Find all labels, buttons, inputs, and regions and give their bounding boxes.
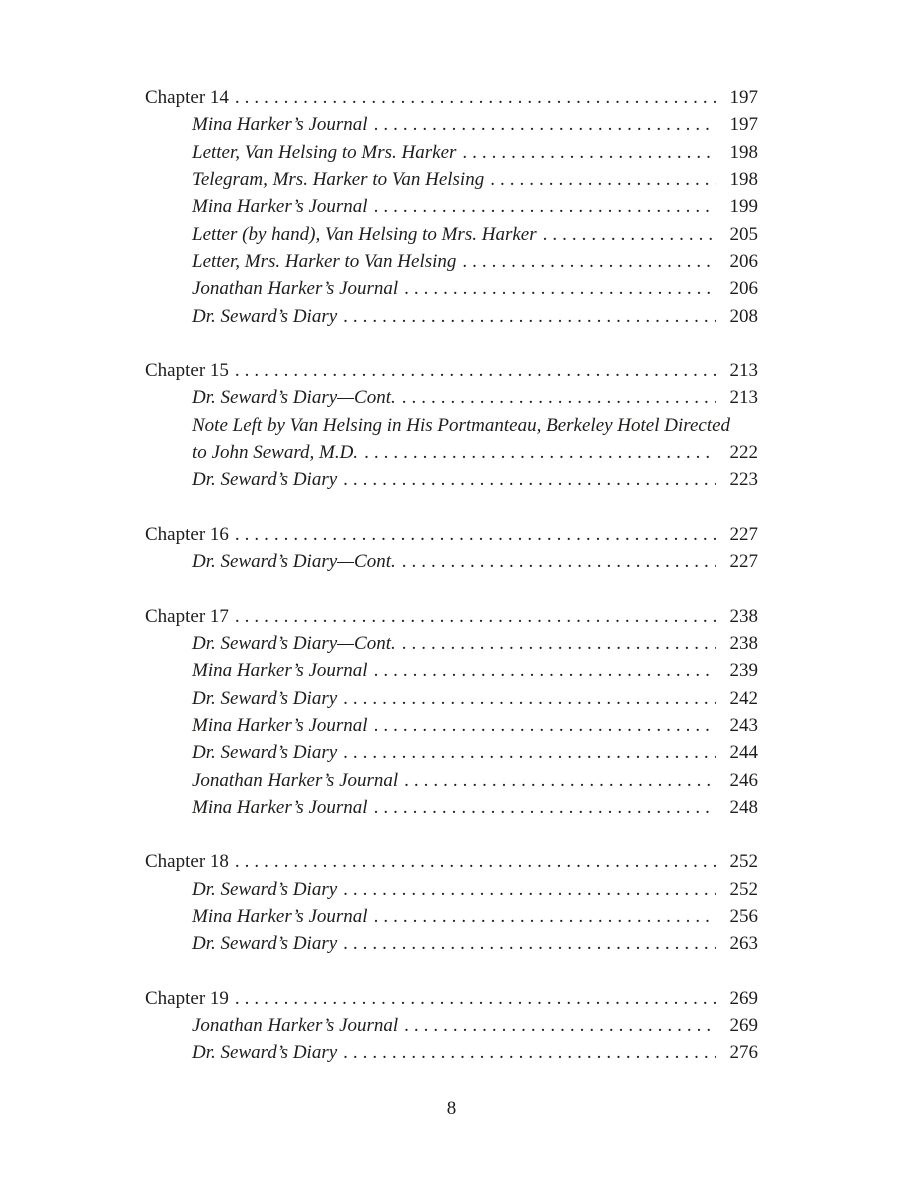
toc-entry-row <box>145 685 758 712</box>
toc-entry-label: to John Seward, M.D. <box>192 442 359 464</box>
toc-entry-row <box>145 275 758 302</box>
toc-page-number: 239 <box>729 660 758 682</box>
dot-leader <box>374 657 716 684</box>
toc-page-number: 227 <box>729 523 758 545</box>
toc-page-number: 244 <box>729 742 758 764</box>
toc-entry-label: Note Left by Van Helsing in His Portmanteau, Berkeley Hotel Directed <box>192 414 731 436</box>
toc-page-number: 246 <box>729 769 758 791</box>
toc-chapter-row <box>145 848 758 875</box>
toc-entry-row <box>145 739 758 766</box>
toc-page-number: 199 <box>729 196 758 218</box>
toc-page-number: 256 <box>729 905 758 927</box>
dot-leader <box>235 521 716 548</box>
toc-entry-label: Dr. Seward’s Diary—Cont. <box>192 632 396 654</box>
toc-page-number: 222 <box>729 442 758 464</box>
chapter-block <box>145 521 758 576</box>
dot-leader <box>490 166 716 193</box>
toc-page-number: 206 <box>729 251 758 273</box>
toc-entry-label: Jonathan Harker’s Journal <box>192 278 399 300</box>
toc-entry-row <box>145 657 758 684</box>
dot-leader <box>235 848 716 875</box>
toc-page-number: 198 <box>729 141 758 163</box>
dot-leader <box>374 712 716 739</box>
toc-entry-label: Jonathan Harker’s Journal <box>192 1014 399 1036</box>
toc-page-number: 205 <box>729 223 758 245</box>
dot-leader <box>343 466 716 493</box>
toc-entry-label: Jonathan Harker’s Journal <box>192 769 399 791</box>
toc-page-number: 197 <box>729 87 758 108</box>
toc-page-number: 248 <box>729 796 758 818</box>
toc-entry-label: Letter (by hand), Van Helsing to Mrs. Harker <box>192 223 537 245</box>
dot-leader <box>235 357 716 384</box>
toc-entry-label: Telegram, Mrs. Harker to Van Helsing <box>192 169 485 191</box>
toc-entry-row <box>145 166 758 193</box>
toc-page-number: 223 <box>729 469 758 491</box>
toc-chapter-label: Chapter 16 <box>145 523 229 545</box>
folio-page-number: 8 <box>446 1097 457 1119</box>
toc-entry-label: Letter, Mrs. Harker to Van Helsing <box>192 251 457 273</box>
toc-page-number: 198 <box>729 169 758 191</box>
toc-entry-label: Mina Harker’s Journal <box>192 714 368 736</box>
toc-entry-row <box>145 876 758 903</box>
toc <box>145 84 758 1067</box>
toc-chapter-row <box>145 357 758 384</box>
toc-entry-row <box>145 794 758 821</box>
toc-entry-row <box>145 630 758 657</box>
dot-leader <box>343 739 716 766</box>
chapter-block <box>145 985 758 1067</box>
toc-entry-row <box>145 548 758 575</box>
dot-leader <box>235 603 716 630</box>
dot-leader <box>404 275 716 302</box>
toc-entry-row <box>145 412 758 439</box>
toc-page-number: 242 <box>729 687 758 709</box>
toc-entry-label: Dr. Seward’s Diary <box>192 742 338 764</box>
toc-page-number: 213 <box>729 360 758 382</box>
toc-chapter-label: Chapter 17 <box>145 605 229 627</box>
toc-chapter-label: Chapter 15 <box>145 360 229 382</box>
toc-page-number: 269 <box>729 1014 758 1036</box>
toc-page-number: 206 <box>729 278 758 300</box>
toc-chapter-row <box>145 985 758 1012</box>
toc-page-number: 269 <box>729 987 758 1009</box>
toc-entry-row <box>145 712 758 739</box>
dot-leader <box>374 794 716 821</box>
dot-leader <box>404 767 716 794</box>
toc-entry-label: Mina Harker’s Journal <box>192 196 368 218</box>
toc-entry-label: Dr. Seward’s Diary—Cont. <box>192 551 396 573</box>
dot-leader <box>543 221 716 248</box>
toc-entry-label: Mina Harker’s Journal <box>192 114 368 136</box>
toc-entry-label: Mina Harker’s Journal <box>192 660 368 682</box>
toc-entry-row <box>145 193 758 220</box>
toc-entry-row <box>145 221 758 248</box>
toc-entry-row <box>145 384 758 411</box>
toc-page-number: 252 <box>729 878 758 900</box>
page-footer <box>145 1098 758 1120</box>
toc-chapter-label: Chapter 19 <box>145 987 229 1009</box>
dot-leader <box>235 84 716 111</box>
chapter-block <box>145 84 758 330</box>
dot-leader <box>374 903 716 930</box>
toc-entry-row <box>145 930 758 957</box>
toc-entry-row <box>145 1012 758 1039</box>
toc-page-number: 208 <box>729 305 758 327</box>
toc-chapter-label: Chapter 14 <box>145 87 229 108</box>
toc-entry-row <box>145 303 758 330</box>
toc-page-number: 197 <box>729 114 758 136</box>
toc-entry-row <box>145 139 758 166</box>
chapter-block <box>145 603 758 822</box>
dot-leader <box>402 384 716 411</box>
toc-chapter-row <box>145 521 758 548</box>
dot-leader <box>364 439 716 466</box>
toc-entry-row <box>145 466 758 493</box>
toc-entry-label: Dr. Seward’s Diary <box>192 878 338 900</box>
toc-entry-row <box>145 903 758 930</box>
chapter-block <box>145 848 758 957</box>
toc-entry-label: Dr. Seward’s Diary <box>192 1042 338 1064</box>
toc-entry-row <box>145 248 758 275</box>
toc-entry-row <box>145 439 758 466</box>
toc-page-number: 276 <box>729 1042 758 1064</box>
toc-entry-row <box>145 1039 758 1066</box>
toc-entry-label: Dr. Seward’s Diary <box>192 469 338 491</box>
dot-leader <box>404 1012 716 1039</box>
toc-chapter-row <box>145 84 758 111</box>
chapter-block <box>145 357 758 494</box>
toc-entry-label: Dr. Seward’s Diary <box>192 305 338 327</box>
dot-leader <box>343 1039 716 1066</box>
toc-page-number: 263 <box>729 933 758 955</box>
toc-page-number: 238 <box>729 632 758 654</box>
toc-page-number: 252 <box>729 851 758 873</box>
dot-leader <box>343 685 716 712</box>
toc-page-number: 243 <box>729 714 758 736</box>
toc-chapter-label: Chapter 18 <box>145 851 229 873</box>
toc-entry-label: Letter, Van Helsing to Mrs. Harker <box>192 141 457 163</box>
toc-entry-label: Mina Harker’s Journal <box>192 905 368 927</box>
dot-leader <box>462 248 716 275</box>
dot-leader <box>402 548 716 575</box>
toc-entry-label: Dr. Seward’s Diary <box>192 687 338 709</box>
dot-leader <box>343 303 716 330</box>
toc-entry-label: Dr. Seward’s Diary <box>192 933 338 955</box>
dot-leader <box>374 111 716 138</box>
dot-leader <box>374 193 716 220</box>
toc-entry-row <box>145 767 758 794</box>
toc-entry-label: Dr. Seward’s Diary—Cont. <box>192 387 396 409</box>
toc-chapter-row <box>145 603 758 630</box>
toc-entry-row <box>145 111 758 138</box>
toc-entry-label: Mina Harker’s Journal <box>192 796 368 818</box>
toc-page-number: 227 <box>729 551 758 573</box>
dot-leader <box>235 985 716 1012</box>
dot-leader <box>343 930 716 957</box>
toc-page-number: 213 <box>729 387 758 409</box>
dot-leader <box>462 139 716 166</box>
dot-leader <box>402 630 716 657</box>
dot-leader <box>343 876 716 903</box>
toc-page-number: 238 <box>729 605 758 627</box>
